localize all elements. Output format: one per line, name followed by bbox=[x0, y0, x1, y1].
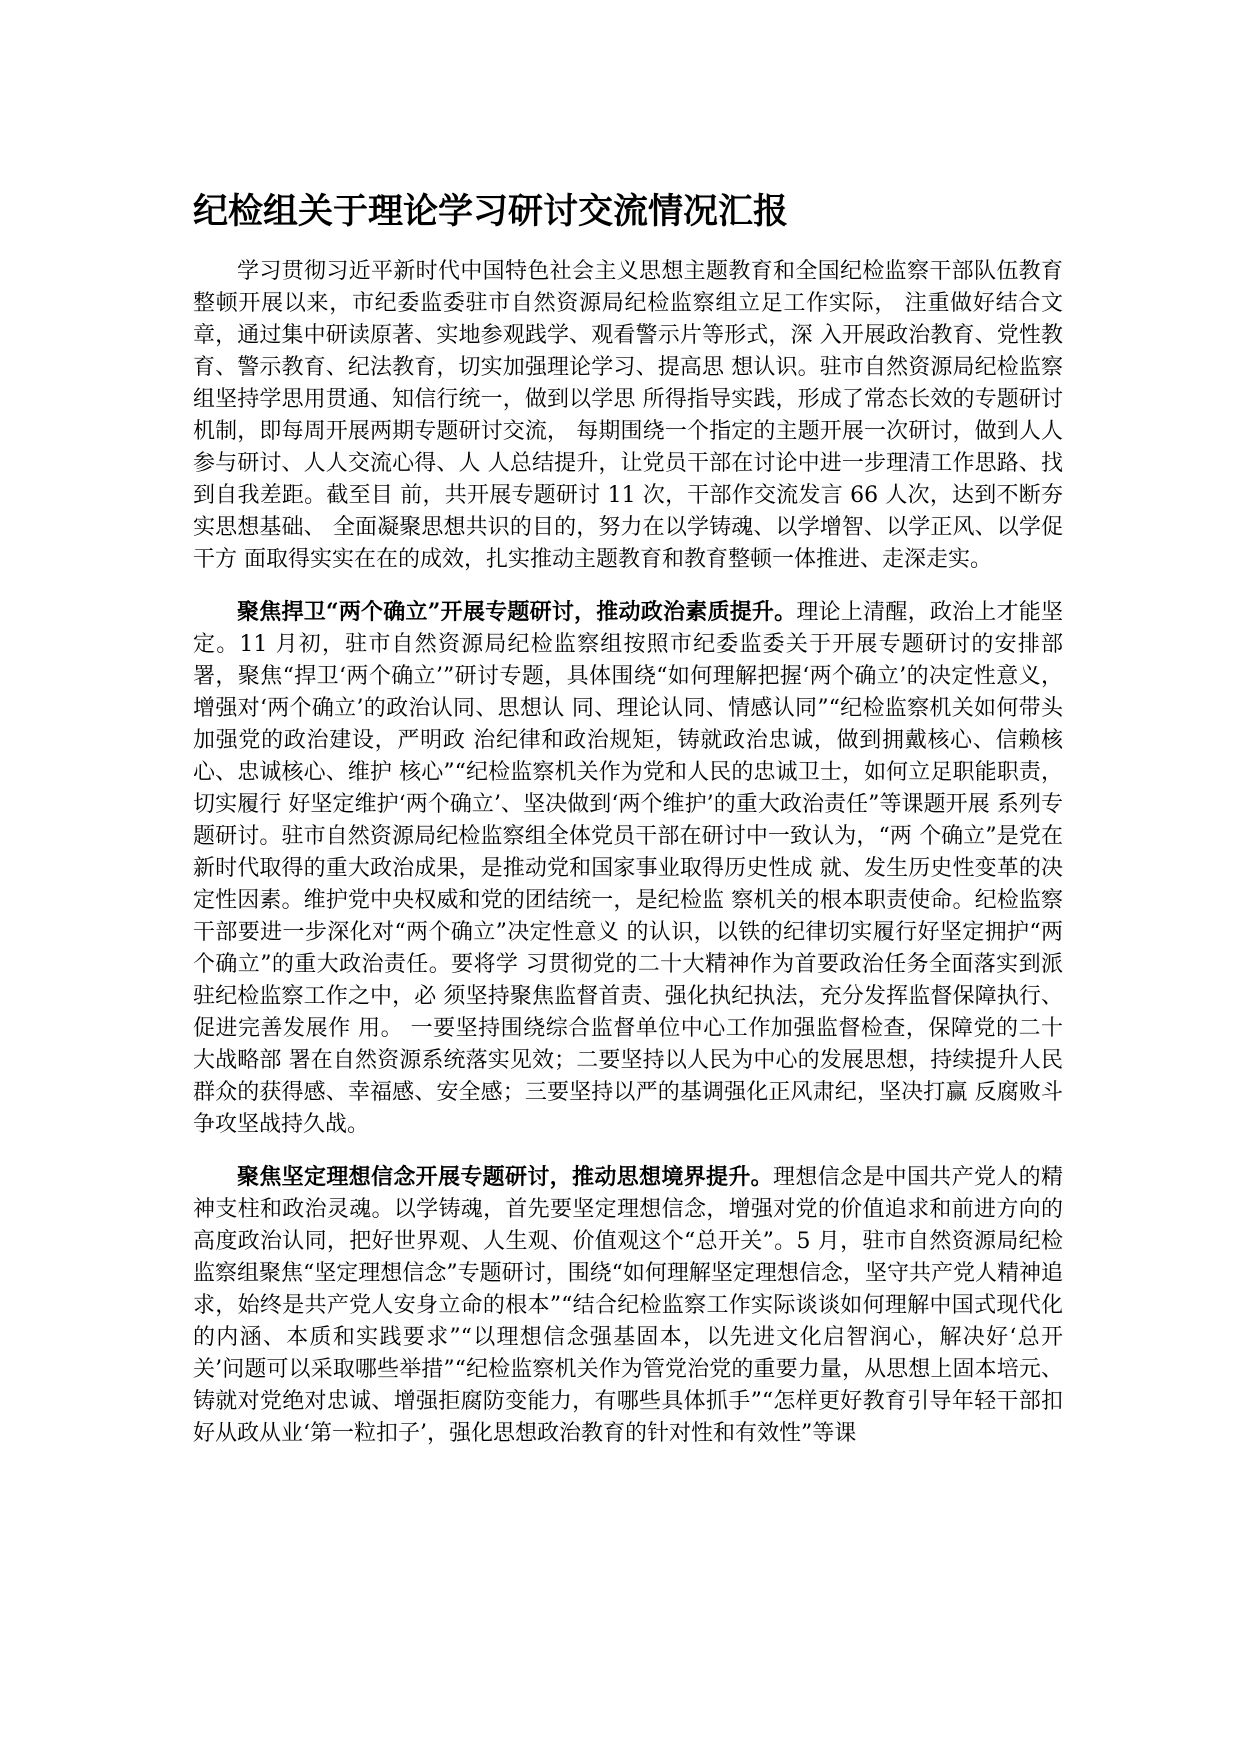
document-title: 纪检组关于理论学习研讨交流情况汇报 bbox=[193, 192, 789, 232]
paragraph-ideals-beliefs bbox=[193, 1161, 1063, 1450]
paragraph-body: 理论上清醒，政治上才能坚定。11 月初，驻市自然资源局纪检监察组按照市纪委监委关于开展专题研讨的安排部署，聚焦“捍卫‘两个确立’”研讨专题，具体围绕“如何理解把握‘两个确立’的决定性意义，增强对‘两个确立’的政治认同、思想认 同、理论认同、情感认同”“纪检监察机关如何带头加强党的政治建设，严明政 治纪律和政治规矩，铸就政治忠诚，做到拥戴核心、信赖核心、忠诚核心、维护 核心”“纪检监察机关作为党和人民的忠诚卫士，如何立足职能职责，切实履行 好坚定维护‘两个确立’、坚决做到‘两个维护’的重大政治责任”等课题开展 系列专题研讨。驻市自然资源局纪检监察组全体党员干部在研讨中一致认为，“两 个确立”是党在新时代取得的重大政治成果，是推动党和国家事业取得历史性成 就、发生历史性变革的决定性因素。维护党中央权威和党的团结统一，是纪检监 察机关的根本职责使命。纪检监察干部要进一步深化对“两个确立”决定性意义 的认识，以铁的纪律切实履行好坚定拥护“两个确立”的重大政治责任。要将学 习贯彻党的二十大精神作为首要政治任务全面落实到派驻纪检监察工作之中，必 须坚持聚焦监督首责、强化执纪执法，充分发挥监督保障执行、促进完善发展作 用。 一要坚持围绕综合监督单位中心工作加强监督检查，保障党的二十大战略部 署在自然资源系统落实见效；二要坚持以人民为中心的发展思想，持续提升人民 群众的获得感、幸福感、安全感；三要坚持以严的基调强化正风肃纪，坚决打赢 反腐败斗争攻坚战持久战。 bbox=[193, 600, 1063, 1137]
paragraph-body: 理想信念是中国共产党人的精神支柱和政治灵魂。以学铸魂，首先要坚定理想信念，增强对党的价值追求和前进方向的高度政治认同，把好世界观、人生观、价值观这个“总开关”。5 月，驻市自然资源局纪检监察组聚焦“坚定理想信念”专题研讨，围绕“如何理解坚定理想信念，坚守共产党人精神追求，始终是共产党人安身立命的根本”“结合纪检监察工作实际谈谈如何理解中国式现代化的内涵、本质和实践要求”“以理想信念强基固本，以先进文化启智润心，解决好‘总开关’问题可以采取哪些举措”“纪检监察机关作为管党治党的重要力量，从思想上固本培元、铸就对党绝对忠诚、增强拒腐防变能力，有哪些具体抓手”“怎样更好教育引导年轻干部扣好从政从业‘第一粒扣子’，强化思想政治教育的针对性和有效性”等课 bbox=[193, 1165, 1063, 1446]
paragraph-heading: 聚焦坚定理想信念开展专题研讨，推动思想境界提升。 bbox=[237, 1164, 773, 1190]
paragraph-two-establishments bbox=[193, 596, 1063, 1141]
paragraph-intro bbox=[193, 256, 1063, 576]
paragraph-body: 学习贯彻习近平新时代中国特色社会主义思想主题教育和全国纪检监察干部队伍教育整顿开展以来，市纪委监委驻市自然资源局纪检监察组立足工作实际， 注重做好结合文章，通过集中研读原著、实地参观践学、观看警示片等形式，深 入开展政治教育、党性教育、警示教育、纪法教育，切实加强理论学习、提高思 想认识。驻市自然资源局纪检监察组坚持学思用贯通、知信行统一，做到以学思 所得指导实践，形成了常态长效的专题研讨机制，即每周开展两期专题研讨交流， 每期围绕一个指定的主题开展一次研讨，做到人人参与研讨、人人交流心得、人 人总结提升，让党员干部在讨论中进一步理清工作思路、找到自我差距。截至目 前，共开展专题研讨 11 次，干部作交流发言 66 人次，达到不断夯实思想基础、 全面凝聚思想共识的目的，努力在以学铸魂、以学增智、以学正风、以学促干方 面取得实实在在的成效，扎实推动主题教育和教育整顿一体推进、走深走实。 bbox=[193, 259, 1063, 572]
paragraph-heading: 聚焦捍卫“两个确立”开展专题研讨，推动政治素质提升。 bbox=[237, 599, 797, 625]
document-body bbox=[193, 190, 1063, 1450]
